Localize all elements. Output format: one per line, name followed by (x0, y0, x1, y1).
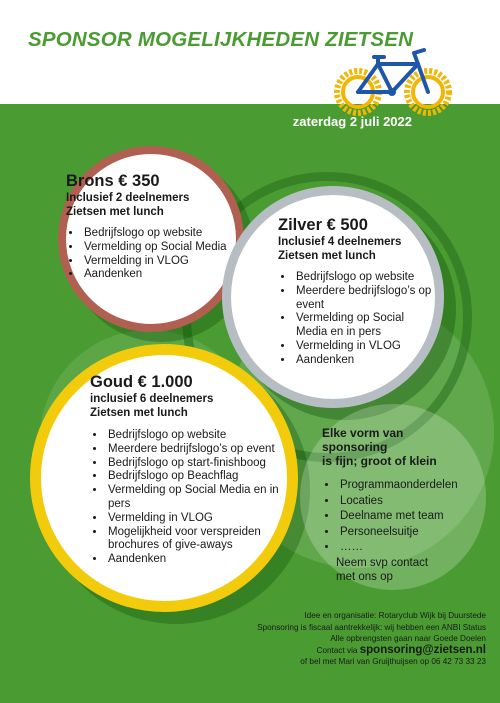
list-item: • Vermelding op Social Media (82, 241, 236, 255)
contact-email[interactable]: sponsoring@zietsen.nl (359, 643, 486, 656)
list-item: • Locaties (338, 494, 494, 510)
list-item: • Bedrijfslogo op start-finishboog (106, 457, 296, 471)
goud-sub1: inclusief 6 deelnemers (90, 393, 214, 405)
footer-goede-doelen: Alle opbrengsten gaan naar Goede Doelen (330, 634, 486, 644)
bicycle-icon (330, 48, 456, 120)
zilver-list (278, 271, 438, 368)
list-item: • Bedrijfslogo op website (294, 271, 438, 285)
overig-title-1: Elke vorm van (322, 426, 404, 440)
list-item: • Aandenken (82, 268, 236, 282)
overig-title-2: sponsoring (322, 440, 388, 454)
list-item: • Vermelding in VLOG (294, 340, 438, 354)
overig-title-3: is fijn; groot of klein (322, 454, 437, 468)
zilver-sub2: Zietsen met lunch (278, 250, 376, 262)
list-item: • Personeelsuitje (338, 525, 494, 541)
list-item: • Deelname met team (338, 509, 494, 525)
list-item: • …… (338, 540, 494, 556)
footer-anbi: Sponsoring is fiscaal aantrekkelijk: wij hebben een ANBI Status (257, 622, 486, 632)
page-title: SPONSOR MOGELIJKHEDEN ZIETSEN (28, 28, 414, 51)
goud-sub2: Zietsen met lunch (90, 407, 188, 419)
list-item: • Meerdere bedrijfslogo’s op event (106, 443, 296, 457)
footer-phone: of bel met Mari van Gruijthuijsen op 06 42 73 33 23 (300, 657, 486, 667)
list-item: • Vermelding in VLOG (106, 512, 296, 526)
brons-list (66, 227, 236, 282)
goud-title: Goud € 1.000 (90, 373, 193, 391)
overig-contact-2: met ons op (336, 570, 393, 583)
goud-package (90, 373, 296, 567)
zilver-package (278, 216, 438, 368)
overig-contact-1: Neem svp contact (336, 556, 429, 569)
footer-contact-prefix: Contact via (316, 645, 360, 655)
list-item: • Bedrijfslogo op website (82, 227, 236, 241)
footer-organisation: Idee en organisatie: Rotaryclub Wijk bij Duurstede (304, 611, 486, 620)
zilver-title: Zilver € 500 (278, 216, 368, 234)
footer-contact (257, 645, 486, 657)
list-item: • Bedrijfslogo op website (106, 429, 296, 443)
zilver-sub1: Inclusief 4 deelnemers (278, 236, 402, 248)
list-item: • Mogelijkheid voor verspreiden brochures of give-aways (106, 526, 296, 554)
brons-sub1: Inclusief 2 deelnemers (66, 192, 190, 204)
list-item: • Vermelding op Social Media en in pers (106, 484, 296, 512)
list-item: • Aandenken (294, 354, 438, 368)
overig-section (322, 426, 494, 584)
brons-package (66, 172, 236, 282)
list-item: • Meerdere bedrijfslogo’s op event (294, 285, 438, 313)
list-item: • Aandenken (106, 553, 296, 567)
overig-list (322, 478, 494, 556)
list-item: • Vermelding in VLOG (82, 255, 236, 269)
list-item: • Programmaonderdelen (338, 478, 494, 494)
list-item: • Bedrijfslogo op Beachflag (106, 470, 296, 484)
brons-title: Brons € 350 (66, 172, 160, 190)
footer (257, 610, 486, 668)
list-item: • Vermelding op Social Media en in pers (294, 312, 438, 340)
goud-list (90, 429, 296, 567)
event-date: zaterdag 2 juli 2022 (292, 114, 412, 129)
brons-sub2: Zietsen met lunch (66, 206, 164, 218)
